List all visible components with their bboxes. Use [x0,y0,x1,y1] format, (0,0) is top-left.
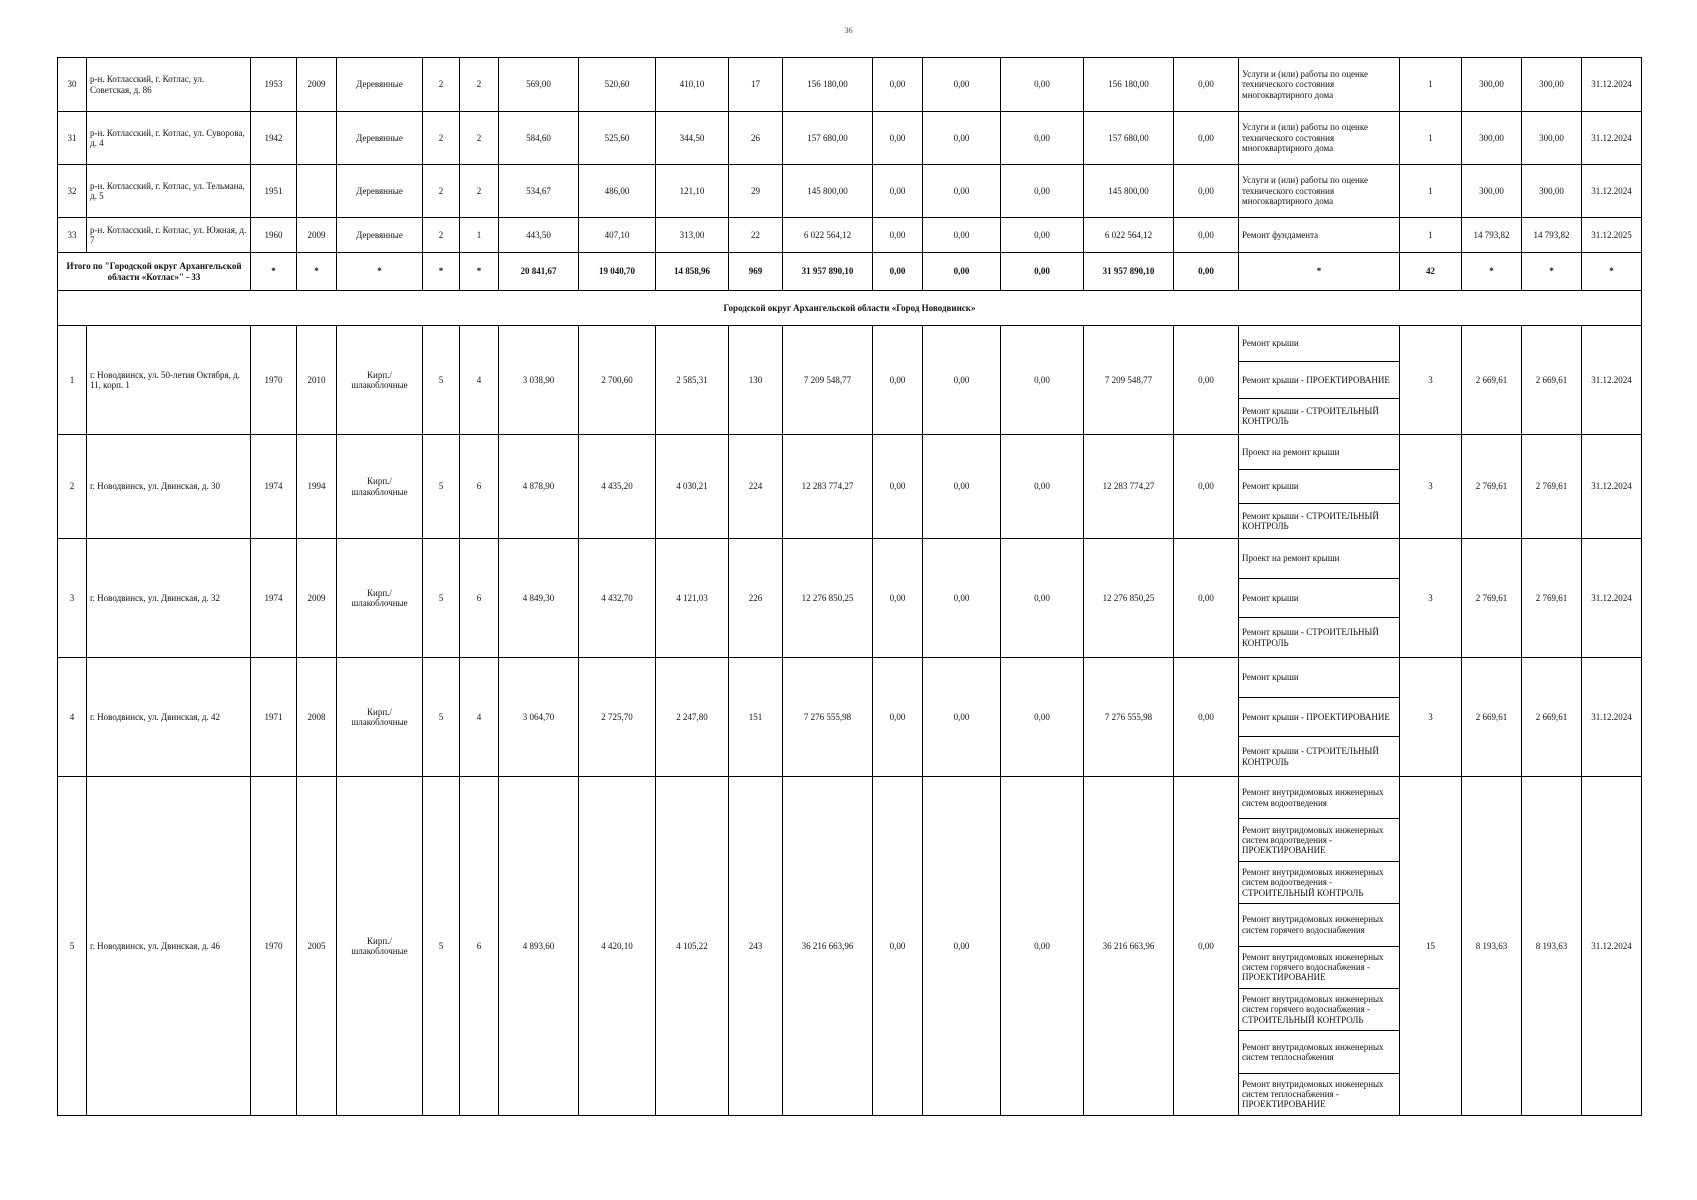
work-type-cell: Услуги и (или) работы по оценке технического состояния многоквартирного дома [1239,58,1400,112]
capital-repair-table [57,57,1642,1116]
fund-other-cell: 0,00 [1174,58,1239,112]
work-list-cell [1239,658,1400,777]
deadline-cell: 31.12.2024 [1582,539,1642,658]
unit-cost-cell: 2 669,61 [1462,658,1522,777]
floors-cell: 5 [423,435,460,539]
fund-regional-cell: 0,00 [923,165,1001,218]
residents-cell: 224 [729,435,783,539]
fund-federal-cell: 0,00 [873,58,923,112]
area-residential-cell: 2 725,70 [579,658,656,777]
page-number: 36 [844,26,853,35]
table-row [58,326,1642,435]
year-built-cell: 1970 [251,777,297,1116]
unit-cost-max-cell: 8 193,63 [1522,777,1582,1116]
work-item: Ремонт крыши - СТРОИТЕЛЬНЫЙ КОНТРОЛЬ [1242,627,1379,648]
area-residential-cell: 4 435,20 [579,435,656,539]
fund-federal-cell: 0,00 [873,326,923,435]
total-units-cell: 42 [1400,253,1462,291]
year-repair-cell: 1994 [297,435,337,539]
fund-federal-cell: 0,00 [873,218,923,253]
fund-municipal-cell: 0,00 [1001,539,1084,658]
unit-cost-max-cell: 2 769,61 [1522,435,1582,539]
residents-cell: 17 [729,58,783,112]
year-built-cell: 1953 [251,58,297,112]
area-residential-cell: 407,10 [579,218,656,253]
wall-material-cell: Кирп./ шлакоблочные [337,326,423,435]
table-row [58,777,1642,1116]
cost-total-cell: 12 283 774,27 [783,435,873,539]
floors-cell: 2 [423,112,460,165]
year-repair-cell: 2008 [297,658,337,777]
deadline-cell: 31.12.2024 [1582,326,1642,435]
floors-cell: 2 [423,165,460,218]
total-floors-cell: * [423,253,460,291]
work-item: Ремонт внутридомовых инженерных систем горячего водоснабжения - ПРОЕКТИРОВАНИЕ [1239,947,1399,989]
entrances-cell: 4 [460,658,499,777]
year-built-cell: 1970 [251,326,297,435]
address-cell: г. Новодвинск, ул. Двинская, д. 42 [87,658,251,777]
units-cell: 1 [1400,165,1462,218]
work-item: Ремонт внутридомовых инженерных систем водоотведения [1239,777,1399,819]
fund-regional-cell: 0,00 [923,658,1001,777]
row-number-cell: 2 [58,435,87,539]
work-type-cell: Услуги и (или) работы по оценке технического состояния многоквартирного дома [1239,112,1400,165]
fund-other-cell: 0,00 [1174,326,1239,435]
total-deadline-cell: * [1582,253,1642,291]
area-residential-cell: 4 432,70 [579,539,656,658]
units-cell: 3 [1400,539,1462,658]
total-wall-material-cell: * [337,253,423,291]
fund-other-cell: 0,00 [1174,658,1239,777]
fund-other-cell: 0,00 [1174,539,1239,658]
area-total-cell: 4 893,60 [499,777,579,1116]
unit-cost-max-cell: 2 769,61 [1522,539,1582,658]
residents-cell: 26 [729,112,783,165]
total-area-owned-cell: 14 858,96 [656,253,729,291]
fund-municipal-cell: 0,00 [1001,435,1084,539]
total-fund-other-cell: 0,00 [1174,253,1239,291]
wall-material-cell: Деревянные [337,218,423,253]
total-fund-federal-cell: 0,00 [873,253,923,291]
fund-other-cell: 0,00 [1174,112,1239,165]
units-cell: 15 [1400,777,1462,1116]
cost-total-cell: 6 022 564,12 [783,218,873,253]
total-year-repair-cell: * [297,253,337,291]
unit-cost-cell: 300,00 [1462,165,1522,218]
fund-municipal-cell: 0,00 [1001,777,1084,1116]
fund-federal-cell: 0,00 [873,658,923,777]
area-residential-cell: 2 700,60 [579,326,656,435]
work-list-cell [1239,539,1400,658]
fund-municipal-cell: 0,00 [1001,218,1084,253]
fund-federal-cell: 0,00 [873,777,923,1116]
unit-cost-cell: 14 793,82 [1462,218,1522,253]
area-owned-cell: 410,10 [656,58,729,112]
table-row [58,218,1642,253]
fund-regional-cell: 0,00 [923,58,1001,112]
area-owned-cell: 2 247,80 [656,658,729,777]
fund-municipal-cell: 0,00 [1001,658,1084,777]
address-cell: г. Новодвинск, ул. Двинская, д. 30 [87,435,251,539]
work-item: Ремонт внутридомовых инженерных систем горячего водоснабжения [1239,904,1399,946]
wall-material-cell: Деревянные [337,112,423,165]
work-item: Ремонт внутридомовых инженерных систем водоотведения - ПРОЕКТИРОВАНИЕ [1239,819,1399,861]
total-area-residential-cell: 19 040,70 [579,253,656,291]
floors-cell: 5 [423,658,460,777]
residents-cell: 130 [729,326,783,435]
wall-material-cell: Кирп./ шлакоблочные [337,435,423,539]
work-item: Ремонт крыши - ПРОЕКТИРОВАНИЕ [1239,698,1399,738]
residents-cell: 22 [729,218,783,253]
fund-regional-cell: 0,00 [923,218,1001,253]
total-residents-cell: 969 [729,253,783,291]
fund-federal-cell: 0,00 [873,539,923,658]
area-total-cell: 3 064,70 [499,658,579,777]
table-row [58,658,1642,777]
area-owned-cell: 313,00 [656,218,729,253]
fund-owners-cell: 36 216 663,96 [1084,777,1174,1116]
total-row [58,253,1642,291]
cost-total-cell: 156 180,00 [783,58,873,112]
unit-cost-cell: 2 769,61 [1462,435,1522,539]
residents-cell: 151 [729,658,783,777]
table-row [58,58,1642,112]
cost-total-cell: 145 800,00 [783,165,873,218]
row-number-cell: 4 [58,658,87,777]
fund-regional-cell: 0,00 [923,326,1001,435]
fund-federal-cell: 0,00 [873,435,923,539]
total-unit-cost-max-cell: * [1522,253,1582,291]
unit-cost-cell: 2 769,61 [1462,539,1522,658]
year-repair-cell: 2009 [297,539,337,658]
fund-regional-cell: 0,00 [923,435,1001,539]
work-item: Ремонт внутридомовых инженерных систем теплоснабжения [1239,1031,1399,1073]
fund-owners-cell: 157 680,00 [1084,112,1174,165]
table-row [58,112,1642,165]
area-total-cell: 569,00 [499,58,579,112]
cost-total-cell: 157 680,00 [783,112,873,165]
unit-cost-cell: 300,00 [1462,58,1522,112]
wall-material-cell: Деревянные [337,58,423,112]
fund-regional-cell: 0,00 [923,112,1001,165]
units-cell: 1 [1400,218,1462,253]
total-fund-municipal-cell: 0,00 [1001,253,1084,291]
total-fund-owners-cell: 31 957 890,10 [1084,253,1174,291]
entrances-cell: 2 [460,58,499,112]
floors-cell: 5 [423,539,460,658]
year-built-cell: 1974 [251,539,297,658]
year-repair-cell: 2009 [297,58,337,112]
total-year-built-cell: * [251,253,297,291]
year-repair-cell: 2010 [297,326,337,435]
units-cell: 1 [1400,58,1462,112]
fund-owners-cell: 156 180,00 [1084,58,1174,112]
row-number-cell: 31 [58,112,87,165]
residents-cell: 29 [729,165,783,218]
year-built-cell: 1971 [251,658,297,777]
fund-regional-cell: 0,00 [923,777,1001,1116]
work-item: Ремонт крыши - СТРОИТЕЛЬНЫЙ КОНТРОЛЬ [1242,510,1379,532]
work-list-cell [1239,777,1400,1116]
cost-total-cell: 12 276 850,25 [783,539,873,658]
work-item: Проект на ремонт крыши [1239,539,1399,579]
table-row [58,165,1642,218]
total-unit-cost-cell: * [1462,253,1522,291]
area-owned-cell: 4 030,21 [656,435,729,539]
entrances-cell: 6 [460,435,499,539]
entrances-cell: 2 [460,112,499,165]
year-repair-cell: 2005 [297,777,337,1116]
area-total-cell: 3 038,90 [499,326,579,435]
address-cell: р-н. Котласский, г. Котлас, ул. Южная, д. 7 [87,218,251,253]
work-item: Ремонт крыши - СТРОИТЕЛЬНЫЙ КОНТРОЛЬ [1242,405,1379,427]
floors-cell: 5 [423,777,460,1116]
area-owned-cell: 4 121,03 [656,539,729,658]
floors-cell: 2 [423,218,460,253]
unit-cost-max-cell: 2 669,61 [1522,658,1582,777]
work-item: Ремонт крыши [1239,326,1399,362]
row-number-cell: 3 [58,539,87,658]
district-header-row [58,291,1642,326]
wall-material-cell: Кирп./ шлакоблочные [337,658,423,777]
year-repair-cell [297,112,337,165]
unit-cost-max-cell: 300,00 [1522,165,1582,218]
unit-cost-cell: 8 193,63 [1462,777,1522,1116]
work-list-cell [1239,326,1400,435]
fund-regional-cell: 0,00 [923,539,1001,658]
deadline-cell: 31.12.2024 [1582,112,1642,165]
floors-cell: 5 [423,326,460,435]
total-area-total-cell: 20 841,67 [499,253,579,291]
fund-owners-cell: 145 800,00 [1084,165,1174,218]
unit-cost-max-cell: 14 793,82 [1522,218,1582,253]
unit-cost-cell: 2 669,61 [1462,326,1522,435]
area-residential-cell: 520,60 [579,58,656,112]
work-type-cell: Услуги и (или) работы по оценке технического состояния многоквартирного дома [1239,165,1400,218]
deadline-cell: 31.12.2024 [1582,165,1642,218]
work-item: Проект на ремонт крыши [1239,435,1399,470]
area-owned-cell: 4 105,22 [656,777,729,1116]
entrances-cell: 2 [460,165,499,218]
wall-material-cell: Кирп./ шлакоблочные [337,539,423,658]
entrances-cell: 6 [460,777,499,1116]
area-total-cell: 4 878,90 [499,435,579,539]
area-total-cell: 4 849,30 [499,539,579,658]
fund-municipal-cell: 0,00 [1001,58,1084,112]
total-fund-regional-cell: 0,00 [923,253,1001,291]
total-cost-total-cell: 31 957 890,10 [783,253,873,291]
deadline-cell: 31.12.2025 [1582,218,1642,253]
fund-other-cell: 0,00 [1174,218,1239,253]
table-row [58,435,1642,539]
floors-cell: 2 [423,58,460,112]
wall-material-cell: Кирп./ шлакоблочные [337,777,423,1116]
year-built-cell: 1942 [251,112,297,165]
work-item: Ремонт крыши [1239,658,1399,698]
fund-other-cell: 0,00 [1174,777,1239,1116]
units-cell: 1 [1400,112,1462,165]
year-built-cell: 1960 [251,218,297,253]
fund-federal-cell: 0,00 [873,112,923,165]
area-total-cell: 584,60 [499,112,579,165]
residents-cell: 226 [729,539,783,658]
row-number-cell: 30 [58,58,87,112]
row-number-cell: 5 [58,777,87,1116]
work-item: Ремонт крыши [1239,579,1399,619]
cost-total-cell: 7 209 548,77 [783,326,873,435]
work-item: Ремонт внутридомовых инженерных систем водоотведения - СТРОИТЕЛЬНЫЙ КОНТРОЛЬ [1239,862,1399,904]
table-row [58,539,1642,658]
entrances-cell: 6 [460,539,499,658]
row-number-cell: 33 [58,218,87,253]
deadline-cell: 31.12.2024 [1582,435,1642,539]
work-item: Ремонт крыши - ПРОЕКТИРОВАНИЕ [1239,362,1399,398]
year-repair-cell: 2009 [297,218,337,253]
work-type-cell: Ремонт фундамента [1239,218,1400,253]
fund-owners-cell: 7 276 555,98 [1084,658,1174,777]
units-cell: 3 [1400,658,1462,777]
fund-owners-cell: 7 209 548,77 [1084,326,1174,435]
area-residential-cell: 486,00 [579,165,656,218]
unit-cost-max-cell: 300,00 [1522,58,1582,112]
address-cell: р-н. Котласский, г. Котлас, ул. Суворова, д. 4 [87,112,251,165]
deadline-cell: 31.12.2024 [1582,777,1642,1116]
fund-owners-cell: 12 276 850,25 [1084,539,1174,658]
unit-cost-cell: 300,00 [1462,112,1522,165]
fund-owners-cell: 6 022 564,12 [1084,218,1174,253]
wall-material-cell: Деревянные [337,165,423,218]
row-number-cell: 32 [58,165,87,218]
units-cell: 3 [1400,326,1462,435]
cost-total-cell: 7 276 555,98 [783,658,873,777]
total-label-cell: Итого по "Городской округ Архангельской области «Котлас»" - 33 [58,253,251,291]
fund-owners-cell: 12 283 774,27 [1084,435,1174,539]
area-total-cell: 443,50 [499,218,579,253]
unit-cost-max-cell: 2 669,61 [1522,326,1582,435]
fund-municipal-cell: 0,00 [1001,326,1084,435]
entrances-cell: 1 [460,218,499,253]
fund-other-cell: 0,00 [1174,165,1239,218]
residents-cell: 243 [729,777,783,1116]
fund-municipal-cell: 0,00 [1001,165,1084,218]
year-built-cell: 1951 [251,165,297,218]
cost-total-cell: 36 216 663,96 [783,777,873,1116]
fund-municipal-cell: 0,00 [1001,112,1084,165]
area-owned-cell: 2 585,31 [656,326,729,435]
units-cell: 3 [1400,435,1462,539]
area-residential-cell: 525,60 [579,112,656,165]
fund-other-cell: 0,00 [1174,435,1239,539]
entrances-cell: 4 [460,326,499,435]
district-title: Городской округ Архангельской области «Город Новодвинск» [58,291,1642,326]
work-item: Ремонт крыши - СТРОИТЕЛЬНЫЙ КОНТРОЛЬ [1242,746,1379,767]
area-total-cell: 534,67 [499,165,579,218]
work-list-cell [1239,435,1400,539]
year-repair-cell [297,165,337,218]
fund-federal-cell: 0,00 [873,165,923,218]
deadline-cell: 31.12.2024 [1582,658,1642,777]
area-residential-cell: 4 420,10 [579,777,656,1116]
address-cell: г. Новодвинск, ул. Двинская, д. 46 [87,777,251,1116]
area-owned-cell: 121,10 [656,165,729,218]
address-cell: р-н. Котласский, г. Котлас, ул. Тельмана, д. 5 [87,165,251,218]
row-number-cell: 1 [58,326,87,435]
unit-cost-max-cell: 300,00 [1522,112,1582,165]
work-item: Ремонт внутридомовых инженерных систем теплоснабжения - ПРОЕКТИРОВАНИЕ [1242,1078,1384,1110]
year-built-cell: 1974 [251,435,297,539]
work-item: Ремонт крыши [1239,470,1399,505]
area-owned-cell: 344,50 [656,112,729,165]
address-cell: р-н. Котласский, г. Котлас, ул. Советская, д. 86 [87,58,251,112]
total-entrances-cell: * [460,253,499,291]
work-item: Ремонт внутридомовых инженерных систем горячего водоснабжения - СТРОИТЕЛЬНЫЙ КОНТРОЛЬ [1239,989,1399,1031]
total-work-cell: * [1239,253,1400,291]
address-cell: г. Новодвинск, ул. Двинская, д. 32 [87,539,251,658]
deadline-cell: 31.12.2024 [1582,58,1642,112]
address-cell: г. Новодвинск, ул. 50-летия Октября, д. 11, корп. 1 [87,326,251,435]
